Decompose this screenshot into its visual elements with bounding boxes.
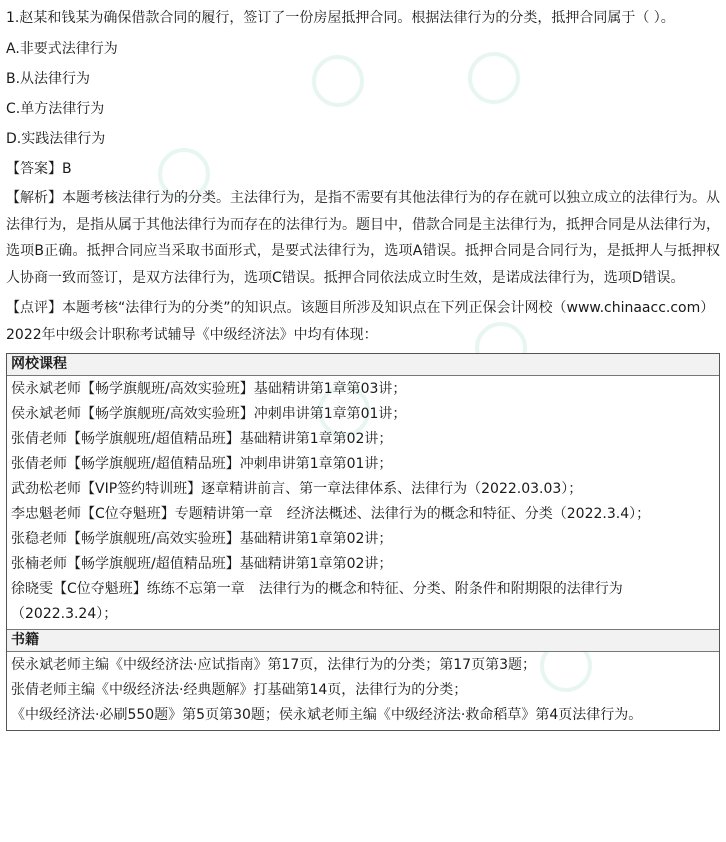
comment-text: 本题考核“法律行为的分类”的知识点。该题目所涉及知识点在下列正保会计网校（www.chinaacc.com）2022年中级会计职称考试辅导《中级经济法》中均有体现： [6,300,715,343]
answer-value: B [62,161,72,177]
option-a: A.非要式法律行为 [6,41,118,57]
books-section [7,629,719,730]
answer-label: 【答案】 [6,161,62,177]
courses-section [7,354,719,629]
course-item: 李忠魁老师【C位夺魁班】专题精讲第一章 经济法概述、法律行为的概念和特征、分类（2022.3.4）； [11,506,651,522]
answer-line [6,154,720,184]
course-item: 张稳老师【畅学旗舰班/高效实验班】基础精讲第1章第02讲； [11,531,393,547]
books-list [7,652,719,730]
course-item: 武劲松老师【VIP签约特训班】逐章精讲前言、第一章法律体系、法律行为（2022.03.03）； [11,481,583,497]
book-item: 《中级经济法·必刷550题》第5页第30题；侯永斌老师主编《中级经济法·救命稻草》第4页法律行为。 [11,707,643,723]
book-item: 侯永斌老师主编《中级经济法·应试指南》第17页，法律行为的分类；第17页第3题； [11,657,536,673]
course-item: 张倩老师【畅学旗舰班/超值精品班】基础精讲第1章第02讲； [11,431,393,447]
book-item: 张倩老师主编《中级经济法·经典题解》打基础第14页，法律行为的分类； [11,682,468,698]
option-d: D.实践法律行为 [6,131,106,147]
option-b: B.从法律行为 [6,71,91,87]
analysis-text: 本题考核法律行为的分类。主法律行为，是指不需要有其他法律行为的存在就可以独立成立的法律行为。从法律行为，是指从属于其他法律行为而存在的法律行为。题目中，借款合同是主法律行为，抵押合同是从法律行为，选项B正确。抵押合同应当采取书面形式，是要式法律行为，选项A错误。抵押合同是合同行为，是抵押人与抵押权人协商一致而签订，是双方法律行为，选项C错误。抵押合同依法成立时生效，是诺成法律行为，选项D错误。 [6,190,720,286]
analysis-paragraph [6,185,720,291]
books-header: 书籍 [7,629,719,652]
courses-list [7,376,719,629]
document-body [6,4,720,731]
resources-table [6,353,720,731]
course-item: 侯永斌老师【畅学旗舰班/高效实验班】冲刺串讲第1章第01讲； [11,406,407,422]
courses-header: 网校课程 [7,354,719,376]
comment-label: 【点评】 [6,300,62,316]
comment-paragraph [6,295,720,349]
option-c: C.单方法律行为 [6,101,105,117]
course-item: 徐晓雯【C位夺魁班】练练不忘第一章 法律行为的概念和特征、分类、附条件和附期限的法律行为（2022.3.24）； [11,581,623,622]
question-stem: 1.赵某和钱某为确保借款合同的履行，签订了一份房屋抵押合同。根据法律行为的分类，抵押合同属于（ ）。 [6,10,675,26]
options-list [6,34,720,154]
course-item: 张楠老师【畅学旗舰班/超值精品班】基础精讲第1章第02讲； [11,556,393,572]
course-item: 张倩老师【畅学旗舰班/超值精品班】冲刺串讲第1章第01讲； [11,456,393,472]
course-item: 侯永斌老师【畅学旗舰班/高效实验班】基础精讲第1章第03讲； [11,381,407,397]
analysis-label: 【解析】 [6,190,62,206]
